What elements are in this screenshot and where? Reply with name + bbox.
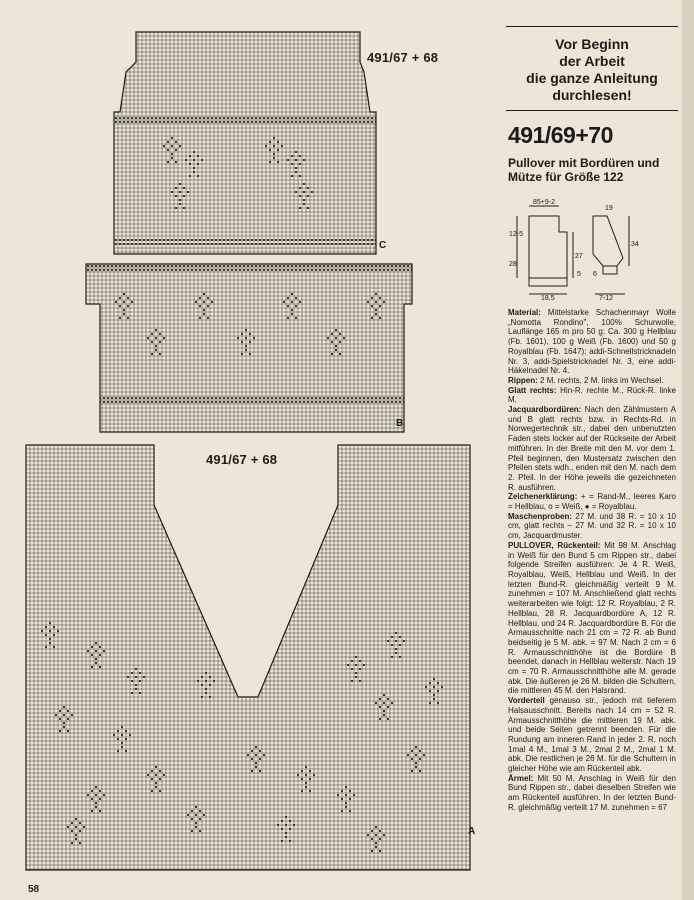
garment-schematic [507, 196, 637, 305]
vorderteil-label: Vorderteil [508, 696, 545, 706]
knitting-chart-b [86, 264, 412, 432]
material-label: Material: [508, 308, 541, 317]
instructions-text [508, 308, 676, 813]
schematic-small2: 6 [593, 271, 597, 278]
knitting-chart-a [26, 445, 470, 870]
schematic-side1: 12-5 [509, 231, 524, 238]
schematic-right-top: 19 [605, 205, 613, 212]
glatt-text: Hin-R. rechte M., Rück-R. linke M. [508, 385, 676, 405]
aermel-text: Mit 50 M. Anschlag in Weiß für den Bund Rippen str., dabei dieselben Streifen wie am Rückenteil ausführen. In der letzten Bund-R. gleichmäßig verteilt 17 M. zunehmen = 67 [508, 773, 676, 812]
schematic-bottom-left: 18,5 [541, 295, 555, 302]
top-rule [506, 26, 678, 27]
chart-a-letter: A [468, 826, 476, 837]
maschen-text: 27 M. und 38 R. = 10 x 10 cm, glatt rechts – 27 M. und 32 R. = 10 x 10 cm, Jacquardmuster. [508, 511, 676, 541]
chart-a-label: 491/67 + 68 [206, 452, 278, 467]
callout-box [506, 36, 678, 104]
schematic-top-dims: 85+9-2 [533, 199, 555, 206]
aermel-label: Ärmel: [508, 773, 534, 783]
page-number: 58 [28, 884, 40, 895]
material-text: Mittelstarke Schachenmayr Wolle „Nomotta Rondino", 100% Schurwolle, Lauflänge 165 m pro 50 g: Ca. 300 g Hellblau (Fb. 1601), 100 g Weiß (Fb. 1600) und 50 g Royalblau (Fb. 1647); addi-Schnellstricknadeln Nr. 3, addi-Spielstricknadel Nr. 3, eine addi-Häkelnadel Nr. 4. [508, 308, 676, 376]
callout-line-2: der Arbeit [559, 53, 625, 69]
pattern-number: 491/69+70 [508, 122, 613, 148]
zeichen-text: + = Rand-M., leeres Karo = Hellblau, o = Weiß, ● = Royalblau. [508, 492, 676, 512]
zeichen-label: Zeichenerklärung: [508, 492, 578, 502]
vorderteil-text: genauso str., jedoch mit tieferem Halsausschnitt. Bereits nach 14 cm = 52 R. Armausschnitthöhe die mittleren 19 M. abk. und beide Seiten getrennt beenden. Für die Rundung am inneren Rand in jeder 2. R. noch 1mal 4 M., 1mal 3 M., 2mal 2 M., 2mal 1 M. abk. Die restlichen je 26 M. für die Schultern in gleicher Höhe wie am Rückenteil abk. [508, 696, 676, 774]
chart-c-label: 491/67 + 68 [367, 50, 439, 65]
callout-line-3: die ganze Anleitung [526, 70, 658, 86]
pattern-subtitle: Pullover mit Bordüren und Mütze für Größe 122 [508, 156, 660, 184]
rueckenteil-text: Mit 98 M. Anschlag in Weiß für den Bund 5 cm Rippen str., dabei folgende Streifen ausführen: Je 4 R. Weiß, Royalblau, Weiß, Hellblau und Weiß. In der letzten Bund-R. gleichmäßig verteilt 9 M. zunehmen = 107 M. Anschließend glatt rechts weiterarbeiten wie folgt: 12 R. Royalblau, 2 R. Hellblau, 28 R. Jacquardbordüre A, 12 R. Hellblau, und 24 R. Jacquardbordüre B. Für die Armausschnitte nach 21 cm = 72 R. ab Bund beidseitig je 5 M. abk. = 97 M. Nach 2 cm = 6 R. Armausschnitthöhe ist die Bordüre B beendet, danach in Hellblau weiterstr. Nach 19 cm = 70 R. Armausschnitthöhe alle M. gerade abk. Die äußeren je 26 M. bilden die Schultern, die mittleren 45 M. den Halsrand. [508, 540, 677, 696]
adjacent-page-edge [682, 0, 694, 900]
knitting-chart-c [114, 32, 376, 254]
schematic-right: 34 [631, 241, 639, 248]
glatt-label: Glatt rechts: [508, 385, 557, 395]
mid-rule [506, 110, 678, 111]
schematic-mid: 27 [575, 253, 583, 260]
schematic-small1: 5 [577, 271, 581, 278]
chart-c-letter: C [379, 240, 387, 251]
schematic-bottom-right: 7-12 [599, 295, 614, 302]
rippen-label: Rippen: [508, 375, 538, 385]
jacquard-text: Nach den Zählmustern A und B glatt rechts bzw. in Rechts-Rd. in Norwegertechnik str., dabei den unbenutzten Faden stets locker auf der Rückseite der Arbeit mitführen. In der Breite mit den M. vor dem 1. Pfeil beginnen, den Mustersatz zwischen den Pfeilen stets wdh., enden mit den M. nach dem 2. Pfeil. In der Höhe jeweils die gezeichneten R. ausführen. [508, 405, 676, 492]
callout-line-1: Vor Beginn [555, 36, 629, 52]
rippen-text: 2 M. rechts, 2 M. links im Wechsel. [540, 375, 664, 385]
jacquard-label: Jacquardbordüren: [508, 405, 582, 415]
rueckenteil-label: PULLOVER, Rückenteil: [508, 540, 601, 550]
schematic-side2: 28 [509, 261, 517, 268]
callout-line-4: durchlesen! [552, 87, 632, 103]
chart-b-letter: B [396, 418, 404, 429]
maschen-label: Maschenproben: [508, 511, 573, 521]
